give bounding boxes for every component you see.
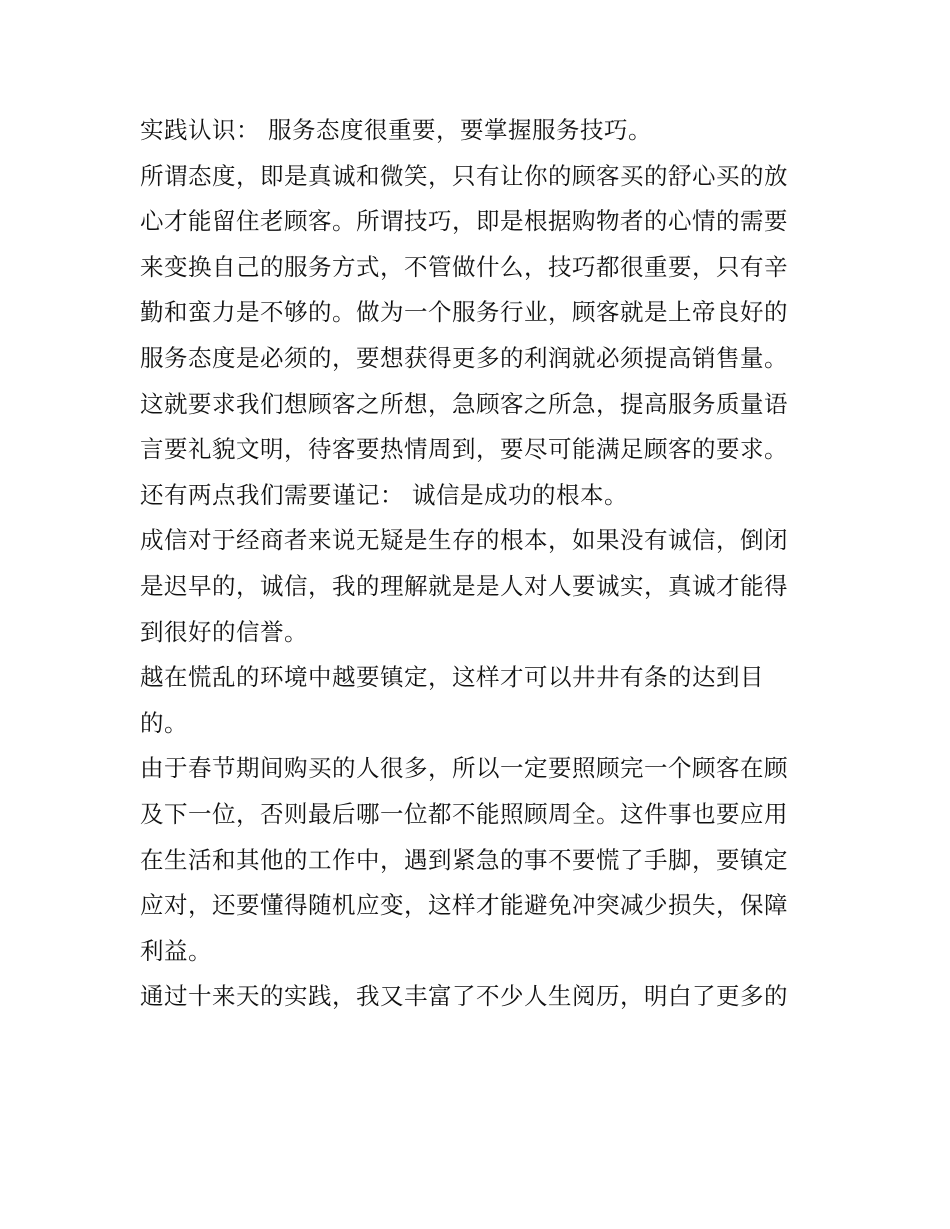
text-line: 在生活和其他的工作中，遇到紧急的事不要慌了手脚，要镇定 — [140, 845, 788, 874]
text-line: 服务态度是必须的，要想获得更多的利润就必须提高销售量。 — [140, 343, 788, 372]
text-line: 所谓态度，即是真诚和微笑，只有让你的顾客买的舒心买的放 — [140, 161, 788, 190]
text-line: 通过十来天的实践，我又丰富了不少人生阅历，明白了更多的 — [140, 982, 788, 1011]
text-line: 及下一位，否则最后哪一位都不能照顾周全。这件事也要应用 — [140, 799, 788, 828]
text-line: 还有两点我们需要谨记： 诚信是成功的根本。 — [140, 480, 628, 509]
text-line: 是迟早的，诚信，我的理解就是是人对人要诚实，真诚才能得 — [140, 571, 788, 600]
text-line: 的。 — [140, 708, 188, 737]
text-line: 勤和蛮力是不够的。做为一个服务行业，顾客就是上帝良好的 — [140, 298, 788, 327]
text-line: 这就要求我们想顾客之所想，急顾客之所急，提高服务质量语 — [140, 389, 788, 418]
document-body — [140, 108, 820, 1020]
text-line: 到很好的信誉。 — [140, 617, 308, 646]
text-line: 应对，还要懂得随机应变，这样才能避免冲突减少损失，保障 — [140, 891, 788, 920]
text-line: 实践认识： 服务态度很重要，要掌握服务技巧。 — [140, 116, 652, 144]
text-line: 越在慌乱的环境中越要镇定，这样才可以井井有条的达到目 — [140, 663, 764, 692]
text-line: 心才能留住老顾客。所谓技巧，即是根据购物者的心情的需要 — [140, 207, 788, 236]
text-line: 言要礼貌文明，待客要热情周到，要尽可能满足顾客的要求。 — [140, 435, 788, 464]
text-line: 由于春节期间购买的人很多，所以一定要照顾完一个顾客在顾 — [140, 754, 788, 783]
text-line: 来变换自己的服务方式，不管做什么，技巧都很重要，只有辛 — [140, 252, 788, 281]
text-line: 利益。 — [140, 936, 212, 965]
text-line: 成信对于经商者来说无疑是生存的根本，如果没有诚信，倒闭 — [140, 526, 788, 555]
